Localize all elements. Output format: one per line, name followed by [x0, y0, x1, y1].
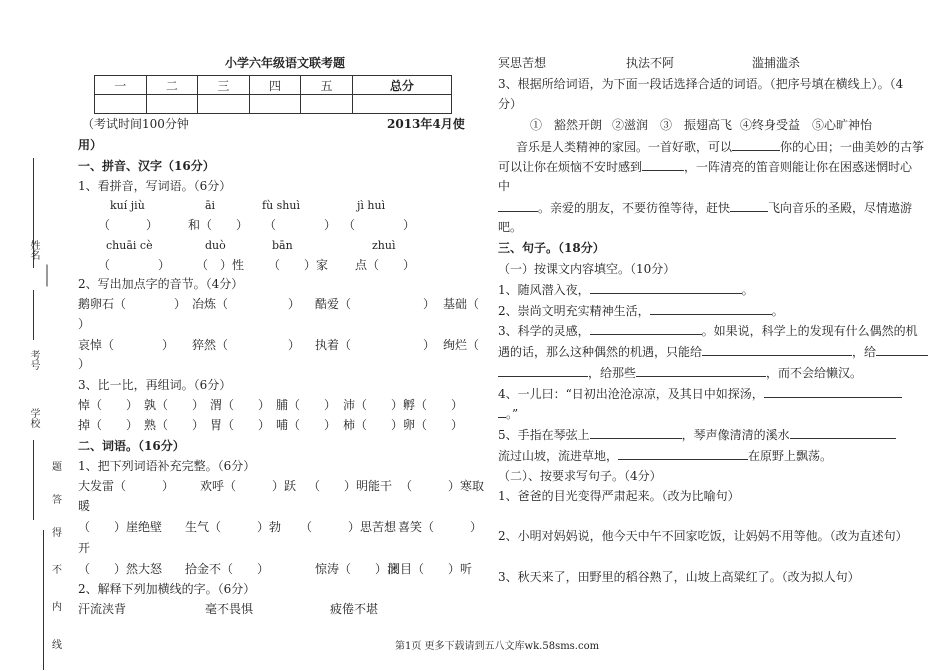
pinyin-blank[interactable]: （ ） — [264, 218, 337, 232]
pinyin: jì huì — [357, 199, 386, 212]
word-option: ④终身受益 — [740, 118, 801, 132]
pinyin-blank[interactable]: （ ） — [343, 218, 416, 232]
paragraph-line — [498, 201, 912, 214]
page-footer: 第1页 更多下载请到五八文库wk.58sms.com — [395, 641, 600, 652]
word-option: ⑤心旷神怡 — [812, 118, 873, 132]
phonetic-item[interactable]: 猝然（ ） — [192, 338, 301, 352]
compare-item[interactable]: 悼（ ） — [78, 398, 139, 412]
name-label: 姓名 — [28, 240, 39, 260]
compare-item[interactable]: 沛（ ） — [343, 398, 404, 412]
top-word: 滥捕滥杀 — [752, 56, 801, 70]
fill-text: ，给 — [852, 345, 877, 359]
no-answer-char: 题 — [52, 462, 62, 473]
paragraph-line — [516, 140, 924, 153]
fill-text: 流过山坡，流进草地， — [498, 449, 619, 463]
score-cell[interactable] — [301, 95, 353, 114]
idiom-item[interactable]: （ ）然大怒 — [78, 562, 163, 576]
score-header: 三 — [198, 76, 250, 95]
fill-text: 在原野上飘荡。 — [748, 449, 833, 463]
rewrite-task: 2、小明对妈妈说，他今天中午不回家吃饭，让妈妈不用等他。（改为直述句） — [498, 529, 908, 543]
fill-text: 。” — [506, 407, 519, 421]
idiom-item[interactable]: （ ）明能干 — [308, 479, 393, 493]
explain-word[interactable]: 疲倦不堪 — [330, 602, 379, 616]
phonetic-item[interactable]: 冶炼（ ） — [192, 297, 301, 311]
phonetic-item[interactable]: 基础（ — [443, 297, 480, 311]
phonetic-item[interactable]: 鹅卵石（ ） — [78, 297, 187, 311]
paragraph-text: ，一阵清亮的笛音则能让你在困惑迷惘时心 — [684, 160, 913, 174]
right-q3-text: 3、根据所给词语，为下面一段话选择合适的词语。（把序号填在横线上）。（4 — [498, 77, 904, 91]
score-cell[interactable] — [198, 95, 250, 114]
answer-blank[interactable] — [642, 160, 684, 171]
compare-item[interactable]: 孵（ ） — [403, 398, 464, 412]
idiom-item-end: 暖 — [78, 499, 91, 513]
explain-word[interactable]: 汗流浃背 — [78, 602, 127, 616]
idiom-item[interactable]: （ ）崖绝壁 — [78, 520, 163, 534]
paragraph-text: 可以让你在烦恼不安时感到 — [498, 160, 643, 174]
paragraph-text: 中 — [498, 179, 511, 193]
phonetic-item[interactable]: 执着（ ） — [315, 338, 436, 352]
s1-q2-text: 2、写出加点字的音节。（4分） — [78, 277, 244, 291]
compare-item[interactable]: 渭（ ） — [210, 398, 271, 412]
page-title: 小学六年级语文联考题 — [225, 56, 346, 70]
idiom-item[interactable]: 喜笑（ ） — [398, 520, 483, 534]
answer-blank[interactable] — [498, 407, 506, 418]
score-cell[interactable] — [352, 95, 451, 114]
fill-text: 4、一儿曰：“日初出沧沧凉凉，及其日中如探汤， — [498, 387, 764, 401]
no-answer-char: 内 — [52, 602, 62, 613]
phonetic-item[interactable]: 酷爱（ ） — [315, 297, 436, 311]
pinyin-blank[interactable]: （ ） — [98, 258, 171, 272]
pinyin: zhuì — [372, 239, 396, 252]
pinyin-blank[interactable]: 点（ ） — [355, 258, 416, 272]
phonetic-item[interactable]: 绚烂（ — [443, 338, 480, 352]
pinyin: fù shuì — [262, 199, 300, 212]
no-answer-char: 不 — [52, 565, 62, 576]
fill-text: 3、科学的灵感， — [498, 324, 590, 338]
answer-blank[interactable] — [590, 428, 682, 439]
fill-text: ，给那些 — [588, 366, 637, 380]
s2-q1-text: 1、把下列词语补充完整。（6分） — [78, 459, 256, 473]
phonetic-item-end: ） — [78, 317, 91, 331]
paragraph-line — [498, 160, 912, 173]
idiom-item[interactable]: （ ）寒取 — [400, 479, 485, 493]
rewrite-task: 1、爸爸的目光变得严肃起来。（改为比喻句） — [498, 489, 740, 503]
exam-time: （考试时间100分钟 — [82, 117, 189, 131]
fill-line — [498, 345, 928, 358]
binding-line-low — [33, 440, 34, 520]
score-header: 四 — [249, 76, 301, 95]
fill-text: ，琴声像清清的溪水 — [681, 428, 790, 442]
binding-border — [43, 530, 44, 670]
compare-item[interactable]: 胃（ ） — [210, 418, 271, 432]
no-answer-char: 线 — [52, 640, 62, 651]
answer-blank[interactable] — [876, 345, 928, 356]
answer-blank[interactable] — [636, 366, 766, 377]
paragraph-text: 飞向音乐的圣殿，尽情遨游 — [768, 201, 913, 215]
paragraph-text: 。亲爱的朋友，不要彷徨等待，赶快 — [538, 201, 731, 215]
pinyin-blank[interactable]: （ ） — [98, 218, 159, 232]
rewrite-task: 3、秋天来了，田野里的稻谷熟了，山坡上高粱红了。（改为拟人句） — [498, 570, 860, 584]
answer-blank[interactable] — [702, 345, 852, 356]
exam-date: 2013年4月使 — [387, 117, 465, 131]
subsection1-heading: （一）按课文内容填空。（10分） — [498, 262, 676, 276]
answer-blank[interactable] — [618, 449, 748, 460]
no-answer-char: 得 — [52, 528, 62, 539]
fill-line — [498, 428, 896, 441]
score-cell[interactable] — [95, 95, 147, 114]
score-header: 总分 — [352, 76, 451, 95]
fill-line — [498, 283, 754, 296]
section2-heading: 二、词语。（16分） — [78, 439, 185, 453]
compare-item[interactable]: 熟（ ） — [144, 418, 205, 432]
score-table — [94, 75, 452, 114]
exam-date-cont: 用） — [78, 138, 103, 152]
answer-blank[interactable] — [590, 324, 702, 335]
score-header: 一 — [95, 76, 147, 95]
compare-item[interactable]: 掉（ ） — [78, 418, 139, 432]
fill-text: 遇的话，那么这种偶然的机遇，只能给 — [498, 345, 703, 359]
idiom-item[interactable]: 拾金不（ ） — [185, 562, 270, 576]
fill-text: 2、崇尚文明充实精神生活， — [498, 304, 650, 318]
score-cell[interactable] — [249, 95, 301, 114]
score-header: 五 — [301, 76, 353, 95]
s1-q1-text: 1、看拼音，写词语。（6分） — [78, 179, 232, 193]
compare-item[interactable]: 卵（ ） — [403, 418, 464, 432]
idiom-item[interactable]: 欢呼（ ）跃 — [200, 479, 297, 493]
top-word: 冥思苦想 — [498, 56, 547, 70]
word-option: ③ 振翅高飞 — [660, 118, 733, 132]
binding-line-mid — [33, 290, 34, 340]
score-header: 二 — [146, 76, 198, 95]
answer-blank[interactable] — [730, 201, 768, 212]
idiom-item[interactable]: 惊涛（ ）浪 — [315, 562, 400, 576]
section1-heading: 一、拼音、汉字（16分） — [78, 159, 215, 173]
answer-blank[interactable] — [790, 428, 896, 439]
pinyin: duò — [205, 239, 226, 252]
idiom-item[interactable]: 大发雷（ ） — [78, 479, 175, 493]
pinyin: chuāi cè — [106, 239, 153, 252]
name-underline — [47, 265, 48, 287]
pinyin: āi — [205, 199, 216, 212]
no-answer-char: 答 — [52, 495, 62, 506]
answer-blank[interactable] — [732, 140, 780, 151]
top-word: 执法不阿 — [626, 56, 675, 70]
pinyin-blank[interactable]: （ ）性 — [196, 258, 245, 272]
explain-word[interactable]: 毫不畏惧 — [205, 602, 254, 616]
word-option: ②滋润 — [612, 118, 649, 132]
fill-text: 5、手指在琴弦上 — [498, 428, 590, 442]
answer-blank[interactable] — [498, 201, 538, 212]
idiom-item-end: 开 — [78, 541, 91, 555]
compare-item[interactable]: 柿（ ） — [343, 418, 404, 432]
s2-q2-text: 2、解释下列加横线的字。（6分） — [78, 582, 256, 596]
fill-line — [498, 304, 784, 317]
pinyin: kuí jiù — [110, 199, 145, 212]
paragraph-text: 吧。 — [498, 220, 523, 234]
pinyin: bān — [272, 239, 293, 252]
fill-line — [498, 324, 918, 337]
compare-item[interactable]: 哺（ ） — [276, 418, 337, 432]
fill-text: 。 — [771, 304, 784, 318]
pinyin-blank[interactable]: （ ）家 — [268, 258, 329, 272]
idiom-item[interactable]: （ ）思苦想 — [300, 520, 397, 534]
paragraph-text: 你的心田；一曲美妙的古筝 — [780, 140, 925, 154]
idiom-item[interactable]: 生气（ ）勃 — [185, 520, 282, 534]
fill-text: 。 — [741, 283, 754, 297]
s1-q3-text: 3、比一比，再组词。（6分） — [78, 378, 232, 392]
fill-line — [498, 407, 518, 420]
answer-blank[interactable] — [498, 366, 588, 377]
fill-line — [498, 387, 902, 400]
subsection2-heading: （二）、按要求写句子。（4分） — [498, 469, 662, 483]
fill-text: ，而不会给懒汉。 — [766, 366, 863, 380]
fill-text: 。如果说，科学上的发现有什么偶然的机 — [701, 324, 918, 338]
phonetic-item[interactable]: 哀悼（ ） — [78, 338, 175, 352]
score-cell[interactable] — [146, 95, 198, 114]
phonetic-item-end: ） — [78, 357, 91, 371]
fill-text: 1、随风潜入夜， — [498, 283, 590, 297]
paragraph-text: 音乐是人类精神的家园。一首好歌，可以 — [516, 140, 733, 154]
pinyin-blank[interactable]: 和（ ） — [188, 218, 249, 232]
answer-blank[interactable] — [764, 387, 902, 398]
compare-item[interactable]: 脯（ ） — [276, 398, 337, 412]
fill-line — [498, 449, 832, 462]
word-option: ① 豁然开朗 — [530, 118, 603, 132]
idiom-item[interactable]: 闭目（ ）听 — [388, 562, 473, 576]
school-label: 学校 — [28, 408, 39, 428]
answer-blank[interactable] — [590, 283, 742, 294]
right-q3-cont: 分） — [498, 97, 523, 111]
answer-blank[interactable] — [650, 304, 772, 315]
fill-line — [498, 366, 862, 379]
number-label: 考号 — [28, 350, 39, 370]
section3-heading: 三、句子。（18分） — [498, 241, 605, 255]
compare-item[interactable]: 孰（ ） — [144, 398, 205, 412]
